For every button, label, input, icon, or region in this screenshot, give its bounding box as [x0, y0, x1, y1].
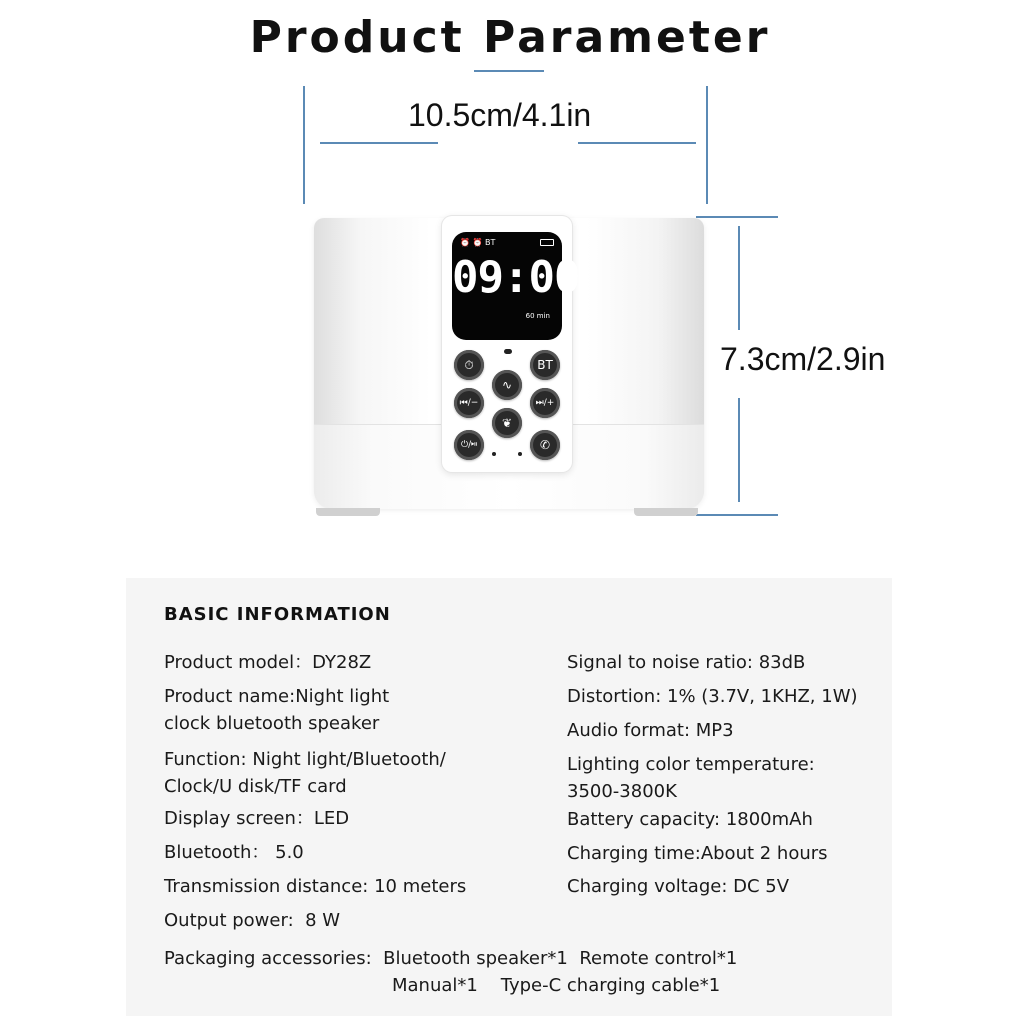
title-underline [474, 70, 544, 72]
phone-button[interactable]: ✆ [530, 430, 560, 460]
height-dimension-label: 7.3cm/2.9in [720, 341, 886, 377]
speaker-product-image [314, 216, 704, 516]
speaker-foot-left [316, 508, 380, 516]
display-time: 09:00 [452, 252, 580, 303]
spec-charging-voltage: Charging voltage: DC 5V [567, 876, 790, 897]
spec-packaging-accessories: Packaging accessories: Bluetooth speaker*1 Remote control*1 [164, 948, 738, 969]
basic-information-heading: BASIC INFORMATION [164, 604, 391, 625]
width-dim-right-line [578, 142, 696, 144]
light-button[interactable]: ❦ [492, 408, 522, 438]
power-play-button[interactable]: ⏻/⏯ [454, 430, 484, 460]
width-dim-left-tick [303, 86, 305, 204]
spec-lighting-temperature: Lighting color temperature: [567, 754, 815, 775]
control-panel [442, 216, 580, 472]
display-status-icons: ⏰ ⏰ BT [460, 238, 496, 247]
wave-button[interactable]: ∿ [492, 370, 522, 400]
basic-information-panel [126, 578, 892, 1016]
spec-battery-capacity: Battery capacity: 1800mAh [567, 809, 813, 830]
page-title: Product Parameter [249, 12, 771, 63]
height-dim-bottom-tick [696, 514, 778, 516]
spec-transmission-distance: Transmission distance: 10 meters [164, 876, 467, 897]
battery-icon [540, 239, 554, 246]
speaker-foot-right [634, 508, 698, 516]
spec-function: Function: Night light/Bluetooth/ [164, 749, 446, 770]
spec-product-model: Product model：DY28Z [164, 652, 372, 673]
alarm-button[interactable]: ⏱ [454, 350, 484, 380]
height-dim-top-tick [696, 216, 778, 218]
height-dim-bottom-line [738, 398, 740, 502]
display-timer: 60 min [525, 312, 550, 320]
spec-product-name-cont: clock bluetooth speaker [164, 713, 380, 734]
spec-charging-time: Charging time:About 2 hours [567, 843, 828, 864]
spec-product-name: Product name:Night light [164, 686, 390, 707]
spec-bluetooth: Bluetooth： 5.0 [164, 842, 304, 863]
spec-distortion: Distortion: 1% (3.7V, 1KHZ, 1W) [567, 686, 858, 707]
height-dim-top-line [738, 226, 740, 330]
spec-signal-noise-ratio: Signal to noise ratio: 83dB [567, 652, 806, 673]
spec-packaging-accessories-cont: Manual*1 Type-C charging cable*1 [392, 975, 721, 996]
spec-audio-format: Audio format: MP3 [567, 720, 734, 741]
spec-display-screen: Display screen：LED [164, 808, 350, 829]
width-dimension-label: 10.5cm/4.1in [408, 97, 592, 133]
spec-function-cont: Clock/U disk/TF card [164, 776, 347, 797]
width-dim-left-line [320, 142, 438, 144]
mic-hole-right [518, 452, 522, 456]
width-dim-right-tick [706, 86, 708, 204]
led-display [452, 232, 580, 340]
bluetooth-button[interactable]: BT [530, 350, 560, 380]
indicator-led [504, 349, 512, 354]
spec-lighting-temperature-value: 3500-3800K [567, 781, 677, 802]
spec-output-power: Output power: 8 W [164, 910, 341, 931]
prev-volume-down-button[interactable]: ⏮/− [454, 388, 484, 418]
mic-hole-left [492, 452, 496, 456]
next-volume-up-button[interactable]: ⏭/+ [530, 388, 560, 418]
